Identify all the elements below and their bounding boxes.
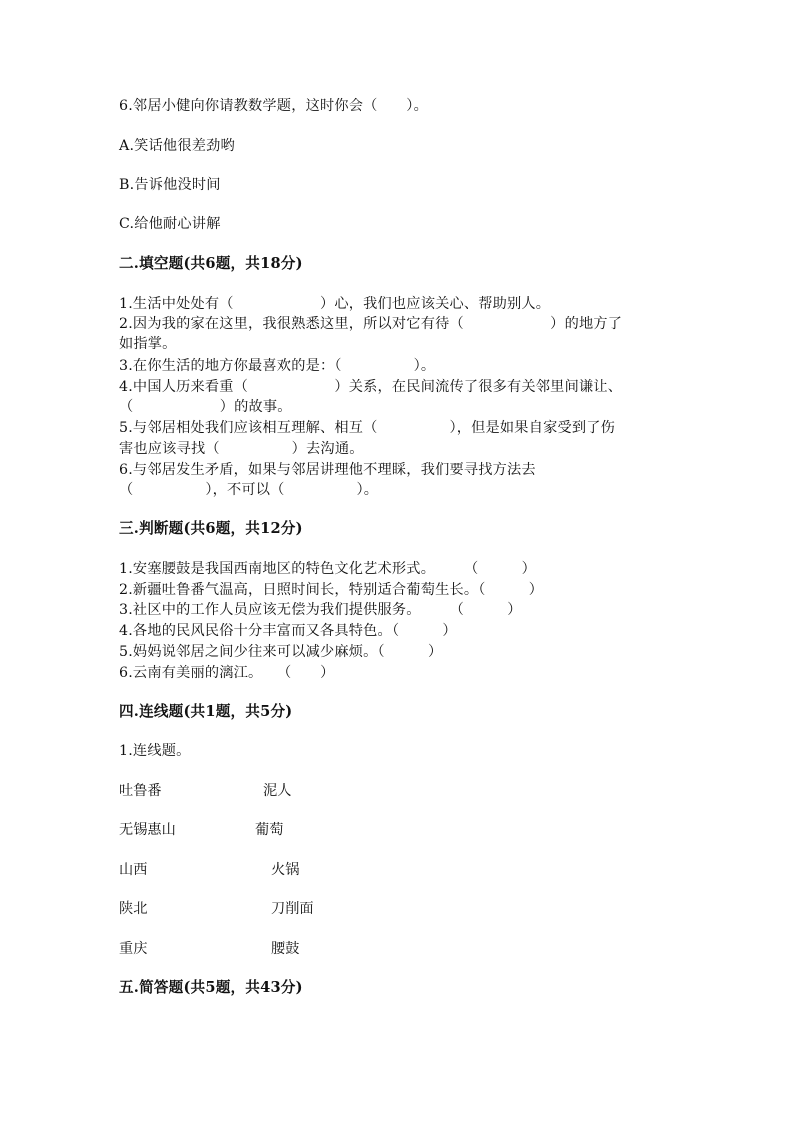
option-a: A.笑话他很差劲哟 <box>119 138 235 154</box>
fill-line-5: 4.中国人历来看重（ ）关系，在民间流传了很多有关邻里间谦让、 <box>119 379 623 395</box>
fill-line-6: （ ）的故事。 <box>119 399 292 415</box>
option-b: B.告诉他没时间 <box>119 177 221 193</box>
judge-line-3: 3.社区中的工作人员应该无偿为我们提供服务。 （ ） <box>119 602 522 618</box>
match-left-item: 山西 <box>119 862 148 878</box>
section-judge-heading: 三.判断题(共6题，共12分) <box>119 520 303 537</box>
match-left-item: 无锡惠山 <box>119 822 176 838</box>
fill-line-8: 害也应该寻找（ ）去沟通。 <box>119 441 364 457</box>
judge-line-4: 4.各地的民风民俗十分丰富而又各具特色。（ ） <box>119 623 457 639</box>
match-pair <box>119 781 419 801</box>
option-c: C.给他耐心讲解 <box>119 216 221 232</box>
fill-line-4: 3.在你生活的地方你最喜欢的是：（ ）。 <box>119 358 436 374</box>
match-right-item: 葡萄 <box>255 822 284 838</box>
match-right-item: 火锅 <box>271 862 300 878</box>
match-left-item: 重庆 <box>119 941 148 957</box>
judge-line-1: 1.安塞腰鼓是我国西南地区的特色文化艺术形式。 （ ） <box>119 561 536 577</box>
fill-line-9: 6.与邻居发生矛盾，如果与邻居讲理他不理睬，我们要寻找方法去 <box>119 462 536 478</box>
match-left-item: 陕北 <box>119 901 148 917</box>
match-left-item: 吐鲁番 <box>119 783 162 799</box>
section-short-heading: 五.简答题(共5题，共43分) <box>119 979 303 996</box>
match-prompt: 1.连线题。 <box>119 743 191 759</box>
fill-line-3: 如指掌。 <box>119 336 177 352</box>
match-right-item: 刀削面 <box>271 901 314 917</box>
fill-line-10: （ ），不可以（ ）。 <box>119 482 379 498</box>
judge-line-2: 2.新疆吐鲁番气温高，日照时间长，特别适合葡萄生长。（ ） <box>119 582 544 598</box>
match-pair <box>119 820 419 840</box>
question-6: 6.邻居小健向你请教数学题，这时你会（ ）。 <box>119 98 428 114</box>
fill-line-7: 5.与邻居相处我们应该相互理解、相互（ ），但是如果自家受到了伤 <box>119 420 616 436</box>
fill-line-2: 2.因为我的家在这里，我很熟悉这里，所以对它有待（ ）的地方了 <box>119 316 623 332</box>
fill-line-1: 1.生活中处处有（ ）心，我们也应该关心、帮助别人。 <box>119 296 551 312</box>
section-fill-heading: 二.填空题(共6题，共18分) <box>119 255 303 272</box>
match-right-item: 腰鼓 <box>271 941 300 957</box>
match-pair <box>119 899 419 919</box>
match-pair <box>119 860 419 880</box>
judge-line-6: 6.云南有美丽的漓江。 （ ） <box>119 665 335 681</box>
judge-line-5: 5.妈妈说邻居之间少往来可以减少麻烦。（ ） <box>119 644 443 660</box>
match-pair <box>119 939 419 959</box>
match-right-item: 泥人 <box>263 783 292 799</box>
section-match-heading: 四.连线题(共1题，共5分) <box>119 703 293 720</box>
